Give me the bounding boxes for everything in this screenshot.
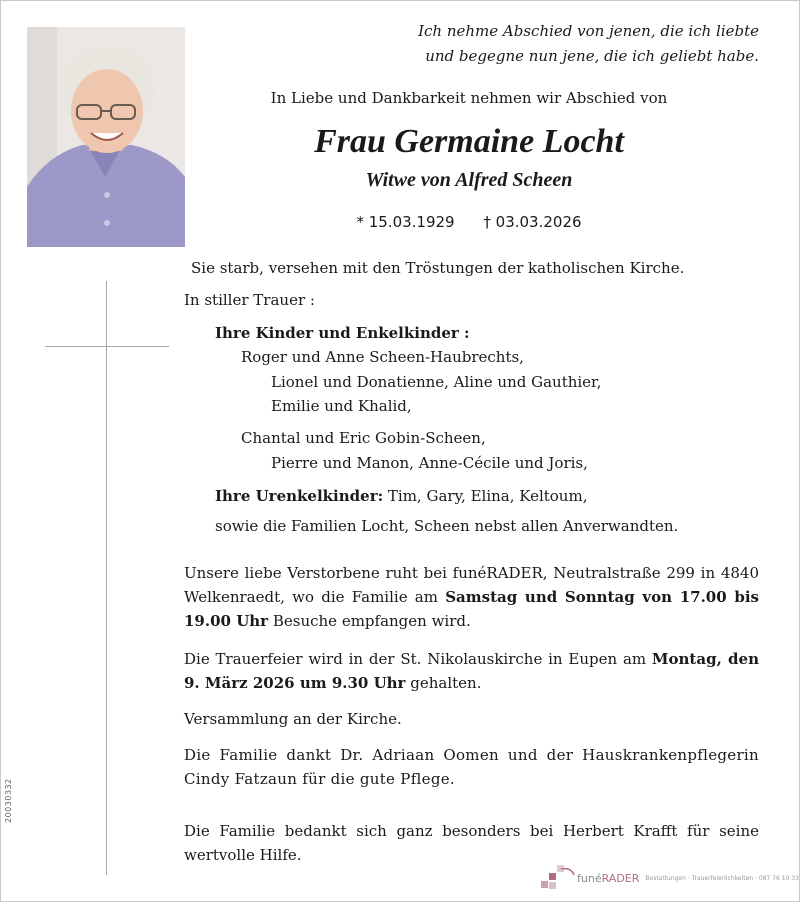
logo-icon xyxy=(541,863,575,893)
relatives-line: sowie die Familien Locht, Scheen nebst allen Anverwandten. xyxy=(215,517,679,535)
death-date: † 03.03.2026 xyxy=(483,213,582,231)
reference-code: 20030332 xyxy=(4,778,13,823)
family-2: Chantal und Eric Gobin-Scheen, xyxy=(241,429,486,447)
family-1: Roger und Anne Scheen-Haubrechts, xyxy=(241,348,524,366)
cross-horizontal xyxy=(45,346,169,347)
rest-text-1: Unsere liebe Verstorbene ruht bei funéRADER, Neutralstraße 299 in 4840 Welkenraedt, wo die Familie am xyxy=(184,564,759,606)
quote-line-2: und begegne nun jene, die ich geliebt habe. xyxy=(425,47,759,65)
quote-line-1: Ich nehme Abschied von jenen, die ich liebte xyxy=(418,22,759,40)
sacraments-line: Sie starb, versehen mit den Tröstungen der katholischen Kirche. xyxy=(191,259,685,277)
cross-vertical xyxy=(106,281,107,875)
rest-text-2: Besuche empfangen wird. xyxy=(268,612,471,630)
mourning-line: In stiller Trauer : xyxy=(184,291,315,309)
assembly-paragraph: Versammlung an der Kirche. xyxy=(184,710,402,728)
thanks-paragraph-2: Die Familie bedankt sich ganz besonders bei Herbert Krafft für seine wertvolle Hilfe. xyxy=(184,822,759,864)
logo-prefix: funé xyxy=(577,871,602,885)
life-dates xyxy=(189,213,749,231)
great-grandchildren-names: Tim, Gary, Elina, Keltoum, xyxy=(383,487,588,505)
family-2-grandchildren: Pierre und Manon, Anne-Cécile und Joris, xyxy=(271,454,588,472)
funerader-logo xyxy=(541,863,799,893)
funeral-paragraph xyxy=(184,647,759,695)
resting-place-paragraph xyxy=(184,561,759,633)
funeral-text-1: Die Trauerfeier wird in der St. Nikolauskirche in Eupen am xyxy=(184,650,652,668)
logo-suffix: RADER xyxy=(601,871,640,885)
thanks-paragraph-1: Die Familie dankt Dr. Adriaan Oomen und der Hauskrankenpflegerin Cindy Fatzaun für die gute Pflege. xyxy=(184,746,759,788)
children-heading xyxy=(215,324,470,342)
funeral-datetime: Montag, den 9. März 2026 um 9.30 Uhr xyxy=(184,650,759,692)
deceased-name: Frau Germaine Locht xyxy=(314,123,624,160)
great-grandchildren-line xyxy=(215,487,587,505)
funeral-text-2: gehalten. xyxy=(405,674,482,692)
deceased-photo xyxy=(27,27,185,247)
children-heading-text: Ihre Kinder und Enkelkinder : xyxy=(215,324,470,342)
family-1-grandchildren-1: Lionel und Donatienne, Aline und Gauthier, xyxy=(271,373,602,391)
family-1-grandchildren-2: Emilie und Khalid, xyxy=(271,397,412,415)
intro-text: In Liebe und Dankbarkeit nehmen wir Abschied von xyxy=(270,89,668,107)
logo-wordmark xyxy=(577,872,639,885)
visiting-hours: Samstag und Sonntag von 17.00 bis 19.00 Uhr xyxy=(184,588,759,630)
birth-date: * 15.03.1929 xyxy=(356,213,455,231)
great-grandchildren-heading: Ihre Urenkelkinder: xyxy=(215,487,384,505)
memorial-quote xyxy=(418,19,759,69)
logo-tagline: Bestattungen · Trauerfeierlichkeiten · 087 76 10 33 xyxy=(645,874,799,882)
widow-of-line: Witwe von Alfred Scheen xyxy=(365,169,573,191)
